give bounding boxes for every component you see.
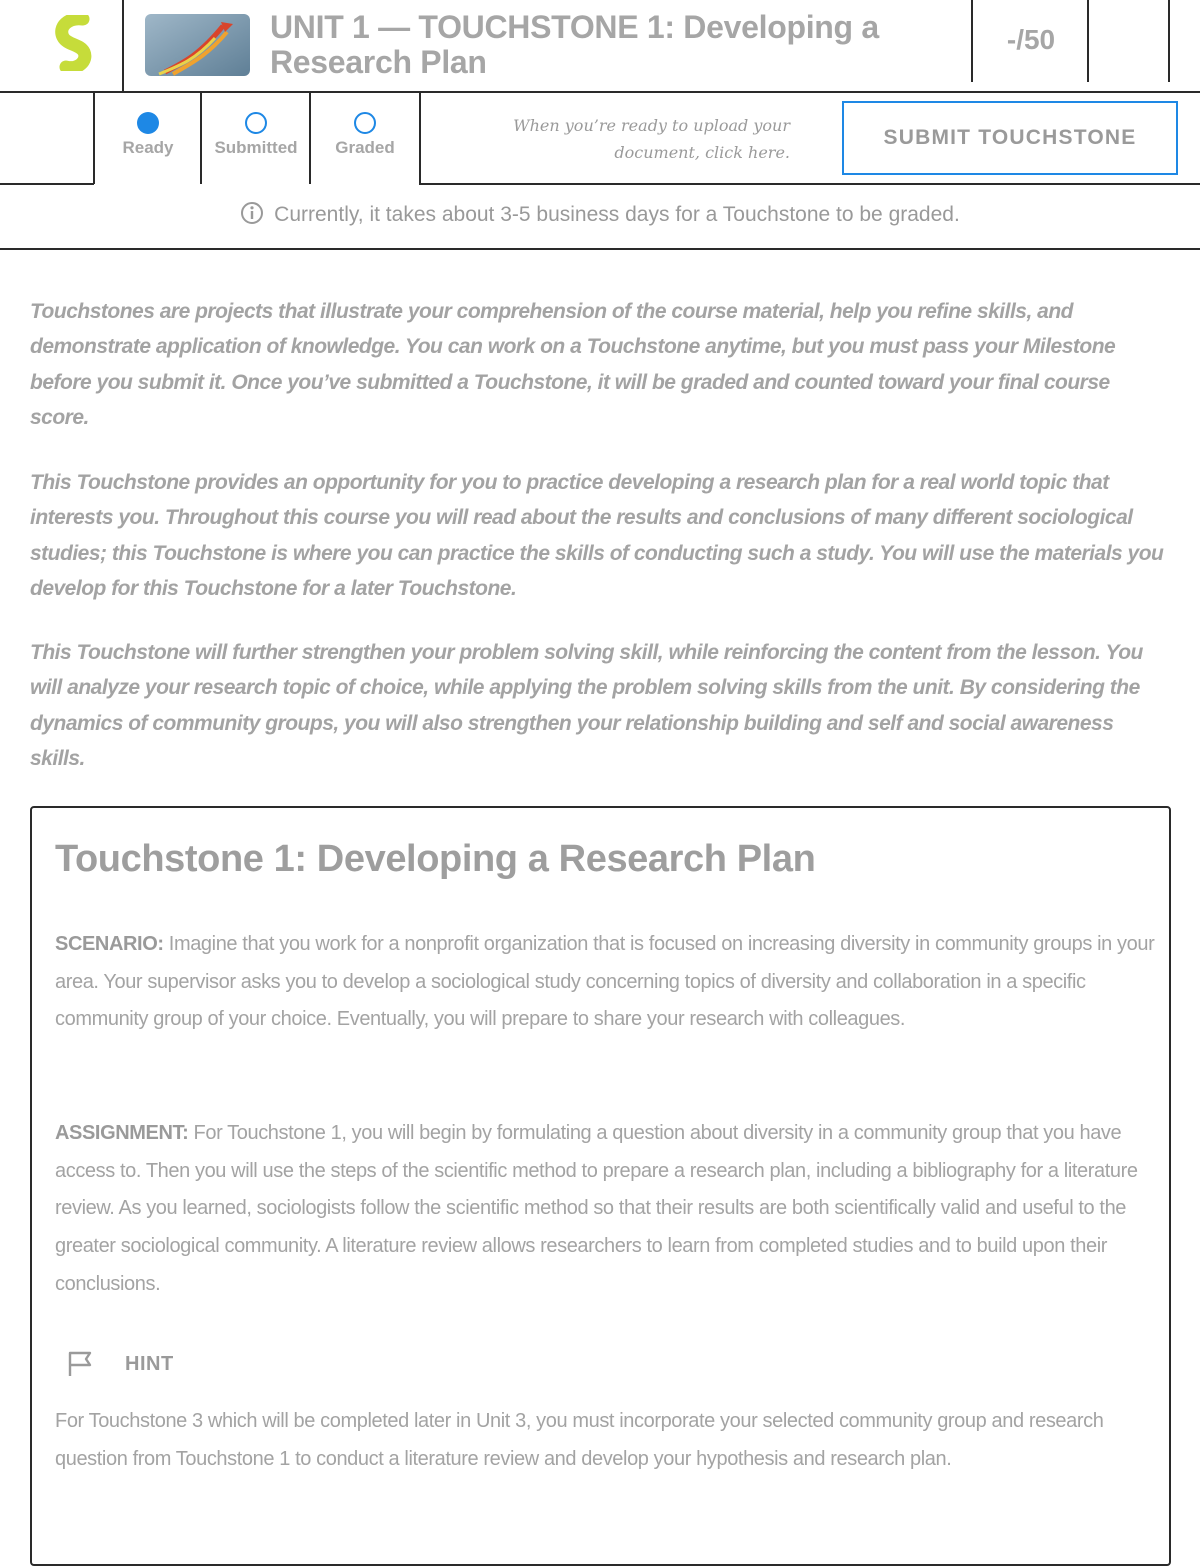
status-submitted xyxy=(203,112,309,158)
info-icon xyxy=(240,201,264,231)
submit-touchstone-button[interactable]: SUBMIT TOUCHSTONE xyxy=(842,101,1178,175)
upload-instruction: When you’re ready to upload your document, click here. xyxy=(513,116,790,162)
scenario-section xyxy=(55,926,1155,1039)
grading-time-text: Currently, it takes about 3-5 business days for a Touchstone to be graded. xyxy=(274,203,960,226)
assignment-text: For Touchstone 1, you will begin by formulating a question about diversity in a community group that you have access to. Then you will use the steps of the scientific method to prepare a research plan, including a bibliography for a literature review. As you learned, sociologists follow the scientific method so that their results are both scientifically valid and useful to the greater sociological community. A literature review allows researchers to learn from completed studies and to build upon their conclusions. xyxy=(55,1122,1138,1295)
graded-indicator-icon xyxy=(354,112,376,134)
status-graded-label: Graded xyxy=(335,138,395,157)
header-divider xyxy=(1168,0,1170,82)
status-submitted-label: Submitted xyxy=(214,138,298,157)
scenario-label: SCENARIO: xyxy=(55,933,164,955)
status-right-border xyxy=(419,183,1200,185)
flag-icon xyxy=(66,1350,94,1378)
header-bottom-border xyxy=(0,91,1200,93)
status-ready xyxy=(95,112,201,158)
score-display: -/50 xyxy=(1006,24,1056,55)
info-bottom-border xyxy=(0,248,1200,250)
hint-label: HINT xyxy=(125,1353,174,1375)
status-divider xyxy=(309,92,311,184)
status-left-border xyxy=(0,183,94,185)
sophia-logo-icon[interactable] xyxy=(50,15,100,71)
touchstone-title: Touchstone 1: Developing a Research Plan xyxy=(55,838,816,880)
scenario-text: Imagine that you work for a nonprofit organization that is focused on increasing diversity in community groups in your area. Your supervisor asks you to develop a sociological study concerning topics of diversity and collaboration in a specific community group of your choice. Eventually, you will prepare to share your research with colleagues. xyxy=(55,933,1155,1031)
grading-time-notice xyxy=(0,201,1200,231)
unit-thumbnail-image xyxy=(145,14,250,76)
status-graded xyxy=(312,112,418,158)
hint-text: For Touchstone 3 which will be completed later in Unit 3, you must incorporate your selected community group and research question from Touchstone 1 to conduct a literature review and develop your hypothesis and research plan. xyxy=(55,1410,1104,1470)
page-title: UNIT 1 — TOUCHSTONE 1: Developing a Research Plan xyxy=(270,9,879,80)
intro-paragraph: This Touchstone provides an opportunity for you to practice developing a research plan for a real world topic that interests you. Throughout this course you will read about the results and conclusions of many different sociological studies; this Touchstone is where you can practice the skills of conducting such a study. You will use the materials you develop for this Touchstone for a later Touchstone. xyxy=(30,471,1164,600)
status-divider xyxy=(419,92,421,184)
intro-paragraph: Touchstones are projects that illustrate your comprehension of the course material, help you refine skills, and demonstrate application of knowledge. You can work on a Touchstone anytime, but you must pass your Milestone before you submit it. Once you’ve submitted a Touchstone, it will be graded and counted toward your final course score. xyxy=(30,300,1116,429)
header-divider xyxy=(122,0,124,92)
intro-paragraph: This Touchstone will further strengthen your problem solving skill, while reinforcing the content from the lesson. You will analyze your research topic of choice, while applying the problem solving skills from the unit. By considering the dynamics of community groups, you will also strengthen your relationship building and self and social awareness skills. xyxy=(30,641,1143,770)
assignment-label: ASSIGNMENT: xyxy=(55,1122,189,1144)
ready-indicator-icon xyxy=(137,112,159,134)
header-divider xyxy=(971,0,973,82)
submitted-indicator-icon xyxy=(245,112,267,134)
assignment-section xyxy=(55,1115,1155,1304)
status-ready-label: Ready xyxy=(122,138,174,157)
